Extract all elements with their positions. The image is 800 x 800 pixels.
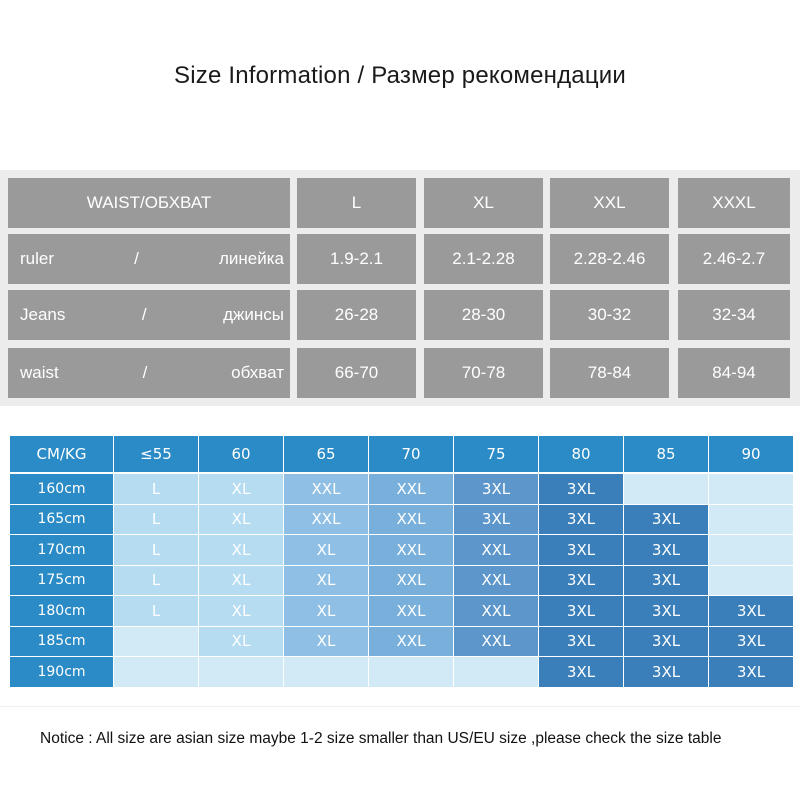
- weight-header: 80: [539, 436, 623, 472]
- size-cell: XXL: [369, 505, 453, 535]
- height-label: 175cm: [10, 566, 113, 596]
- height-label: 180cm: [10, 596, 113, 626]
- size-cell: XXL: [454, 566, 538, 596]
- size-cell: XXL: [454, 627, 538, 657]
- height-label: 185cm: [10, 627, 113, 657]
- weight-header: 60: [199, 436, 283, 472]
- waist-row-label-ru: линейка: [218, 249, 284, 268]
- empty-size-cell: [709, 474, 793, 504]
- size-cell: 3XL: [454, 474, 538, 504]
- waist-header-size: L: [297, 178, 416, 228]
- size-cell: 3XL: [539, 596, 623, 626]
- size-cell: XXL: [284, 505, 368, 535]
- empty-size-cell: [709, 535, 793, 565]
- size-cell: XXL: [369, 596, 453, 626]
- waist-value-cell: 30-32: [550, 290, 669, 340]
- empty-size-cell: [709, 505, 793, 535]
- size-cell: 3XL: [709, 627, 793, 657]
- size-cell: L: [114, 596, 198, 626]
- waist-value-cell: 70-78: [424, 348, 543, 398]
- divider: [0, 706, 800, 707]
- empty-size-cell: [454, 657, 538, 687]
- empty-size-cell: [114, 627, 198, 657]
- size-cell: XXL: [369, 535, 453, 565]
- size-notice: Notice : All size are asian size maybe 1-2 size smaller than US/EU size ,please check the size table: [40, 730, 722, 747]
- size-cell: L: [114, 505, 198, 535]
- waist-value-cell: 26-28: [297, 290, 416, 340]
- size-cell: XXL: [369, 566, 453, 596]
- size-cell: 3XL: [539, 566, 623, 596]
- weight-header: 85: [624, 436, 708, 472]
- size-cell: 3XL: [539, 505, 623, 535]
- size-cell: XL: [284, 596, 368, 626]
- size-cell: XL: [284, 566, 368, 596]
- empty-size-cell: [624, 474, 708, 504]
- waist-value-cell: 66-70: [297, 348, 416, 398]
- weight-header: 70: [369, 436, 453, 472]
- size-cell: XXL: [454, 596, 538, 626]
- size-cell: XL: [199, 566, 283, 596]
- waist-row-sep: /: [142, 363, 148, 382]
- size-cell: 3XL: [539, 474, 623, 504]
- size-cell: XXL: [369, 474, 453, 504]
- size-cell: 3XL: [624, 535, 708, 565]
- waist-row-sep: /: [141, 305, 147, 324]
- waist-row-label: [8, 234, 290, 284]
- waist-value-cell: 78-84: [550, 348, 669, 398]
- empty-size-cell: [199, 657, 283, 687]
- waist-value-cell: 28-30: [424, 290, 543, 340]
- size-cell: L: [114, 474, 198, 504]
- empty-size-cell: [709, 566, 793, 596]
- size-cell: XXL: [454, 535, 538, 565]
- weight-header: 90: [709, 436, 793, 472]
- waist-row-label: [8, 348, 290, 398]
- height-label: 170cm: [10, 535, 113, 565]
- size-cell: 3XL: [539, 657, 623, 687]
- height-label: 160cm: [10, 474, 113, 504]
- waist-value-cell: 32-34: [678, 290, 790, 340]
- size-cell: XL: [199, 535, 283, 565]
- size-cell: XL: [199, 474, 283, 504]
- size-cell: 3XL: [539, 535, 623, 565]
- waist-value-cell: 1.9-2.1: [297, 234, 416, 284]
- size-cell: L: [114, 566, 198, 596]
- size-cell: 3XL: [624, 566, 708, 596]
- size-cell: XXL: [369, 627, 453, 657]
- size-cell: 3XL: [539, 627, 623, 657]
- size-cell: 3XL: [709, 657, 793, 687]
- empty-size-cell: [284, 657, 368, 687]
- size-cell: XL: [199, 505, 283, 535]
- size-cell: XL: [284, 627, 368, 657]
- waist-row-label-ru: обхват: [231, 363, 284, 382]
- waist-size-table: [0, 170, 800, 406]
- waist-header-size: XL: [424, 178, 543, 228]
- weight-header: ≤55: [114, 436, 198, 472]
- weight-header: 75: [454, 436, 538, 472]
- size-cell: 3XL: [624, 505, 708, 535]
- waist-value-cell: 2.46-2.7: [678, 234, 790, 284]
- size-cell: 3XL: [454, 505, 538, 535]
- waist-row-sep: /: [134, 249, 139, 268]
- page-title: Size Information / Размер рекомендации: [174, 62, 626, 89]
- waist-row-label-en: waist: [20, 363, 59, 382]
- size-cell: XL: [199, 596, 283, 626]
- size-cell: 3XL: [709, 596, 793, 626]
- waist-row-label-ru: джинсы: [223, 305, 284, 324]
- height-label: 190cm: [10, 657, 113, 687]
- waist-header-size: XXXL: [678, 178, 790, 228]
- fit-corner-header: CM/KG: [10, 436, 113, 472]
- empty-size-cell: [369, 657, 453, 687]
- weight-header: 65: [284, 436, 368, 472]
- size-cell: XXL: [284, 474, 368, 504]
- waist-header-label: WAIST/ОБХВАТ: [8, 178, 290, 228]
- size-cell: XL: [284, 535, 368, 565]
- waist-row-label-en: Jeans: [20, 305, 66, 324]
- waist-row-label: [8, 290, 290, 340]
- size-cell: XL: [199, 627, 283, 657]
- waist-row-label-en: ruler: [20, 249, 55, 268]
- waist-value-cell: 2.28-2.46: [550, 234, 669, 284]
- size-cell: 3XL: [624, 627, 708, 657]
- height-label: 165cm: [10, 505, 113, 535]
- waist-header-size: XXL: [550, 178, 669, 228]
- size-cell: 3XL: [624, 657, 708, 687]
- size-cell: 3XL: [624, 596, 708, 626]
- empty-size-cell: [114, 657, 198, 687]
- waist-value-cell: 84-94: [678, 348, 790, 398]
- waist-value-cell: 2.1-2.28: [424, 234, 543, 284]
- size-cell: L: [114, 535, 198, 565]
